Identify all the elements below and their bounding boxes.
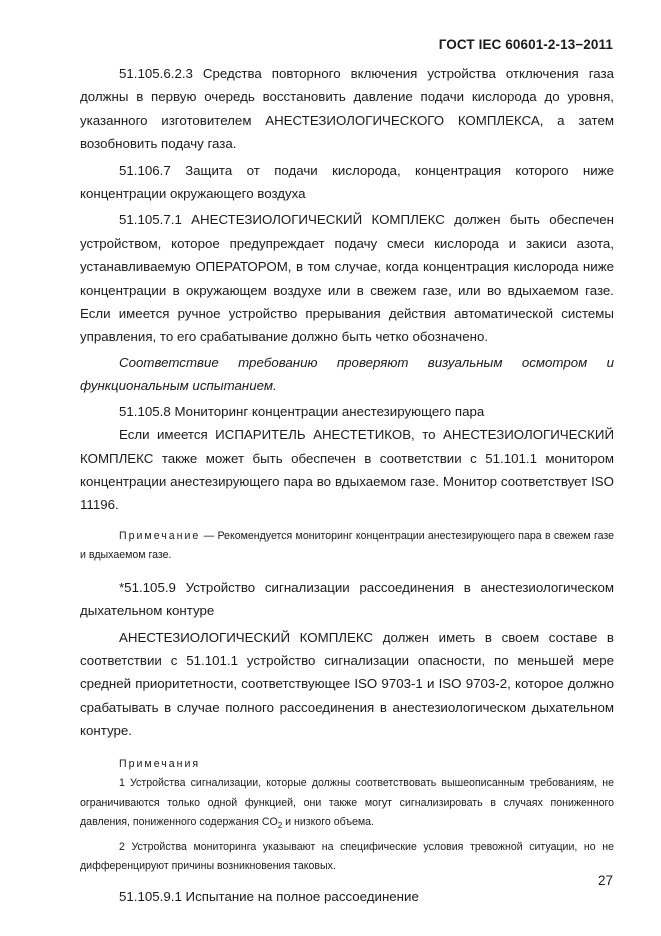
clause-51-105-9-text: АНЕСТЕЗИОЛОГИЧЕСКИЙ КОМПЛЕКС должен иметь в своем составе в соответствии с 51.101.1 устройство сигнализации опасности, по меньшей мере средней приоритетности, соответствующее ISO 9703-1 и ISO 9703-2, которое должно срабатывать в случае полного рассоединения в анестезиологическом дыхательном контуре.: [80, 629, 614, 739]
notes-heading: [80, 755, 614, 775]
note-2: 2 Устройства мониторинга указывают на специфические условия тревожной ситуации, но не дифференцируют причины возникновения таковых.: [80, 840, 614, 873]
clause-51-105-9-1-heading: 51.105.9.1 Испытание на полное рассоединение: [119, 888, 419, 904]
clause-51-105-8-text: Если имеется ИСПАРИТЕЛЬ АНЕСТЕТИКОВ, то АНЕСТЕЗИОЛОГИЧЕСКИЙ КОМПЛЕКС также может быть обеспечен в соответствии с 51.101.1 монитором концентрации анестезирующего пара во вдыхаемом газе. Монитор соответствует ISO 11196.: [80, 427, 614, 513]
standard-header: ГОСТ IEC 60601-2-13−2011: [438, 37, 613, 52]
note-text: — Рекомендуется мониторинг концентрации анестезирующего пара в свежем газе и вдыхаемом газе.: [80, 529, 614, 562]
note-1: [80, 774, 614, 836]
page-number: 27: [597, 873, 613, 888]
clause-51-105-7-1: 51.105.7.1 АНЕСТЕЗИОЛОГИЧЕСКИЙ КОМПЛЕКС должен быть обеспечен устройством, которое предупреждает подачу смеси кислорода и закиси азота, устанавливаемую ОПЕРАТОРОМ, в том случае, когда концентрация кислорода ниже концентрации в окружающем воздухе или в свежем газе, или во вдыхаемом газе. Если имеется ручное устройство прерывания действия автоматической системы управления, то его срабатывание должно быть четко обозначено.: [80, 212, 614, 345]
note-1-text: 1 Устройства сигнализации, которые должны соответствовать вышеописанным требованиям, не ограничиваются только одной функцией, они также могут сигнализировать в случаях пониженного давления, пониженного содержания CO: [80, 777, 614, 829]
note-vapour-monitoring: [80, 527, 614, 566]
clause-51-106-7-heading: 51.106.7 Защита от подачи кислорода, концентрация которого ниже концентрации окружающего воздуха: [80, 162, 614, 202]
clause-51-105-9-heading: *51.105.9 Устройство сигнализации рассоединения в анестезиологическом дыхательном контуре: [80, 579, 614, 619]
compliance-statement: Соответствие требованию проверяют визуальным осмотром и функциональным испытанием.: [80, 354, 614, 394]
note-label: Примечание: [119, 529, 201, 542]
note-1-text-end: и низкого объема.: [282, 816, 374, 829]
notes-label: Примечания: [119, 757, 201, 770]
page-content: [80, 62, 614, 908]
note-1-subscript: 2: [277, 821, 283, 831]
clause-51-105-8-heading: 51.105.8 Мониторинг концентрации анестезирующего пара: [119, 403, 485, 419]
clause-51-105-6-2-3: 51.105.6.2.3 Средства повторного включения устройства отключения газа должны в первую очередь восстановить давление подачи кислорода до уровня, указанного изготовителем АНЕСТЕЗИОЛОГИЧЕСКОГО КОМПЛЕКСА, а затем возобновить подачу газа.: [80, 66, 614, 152]
